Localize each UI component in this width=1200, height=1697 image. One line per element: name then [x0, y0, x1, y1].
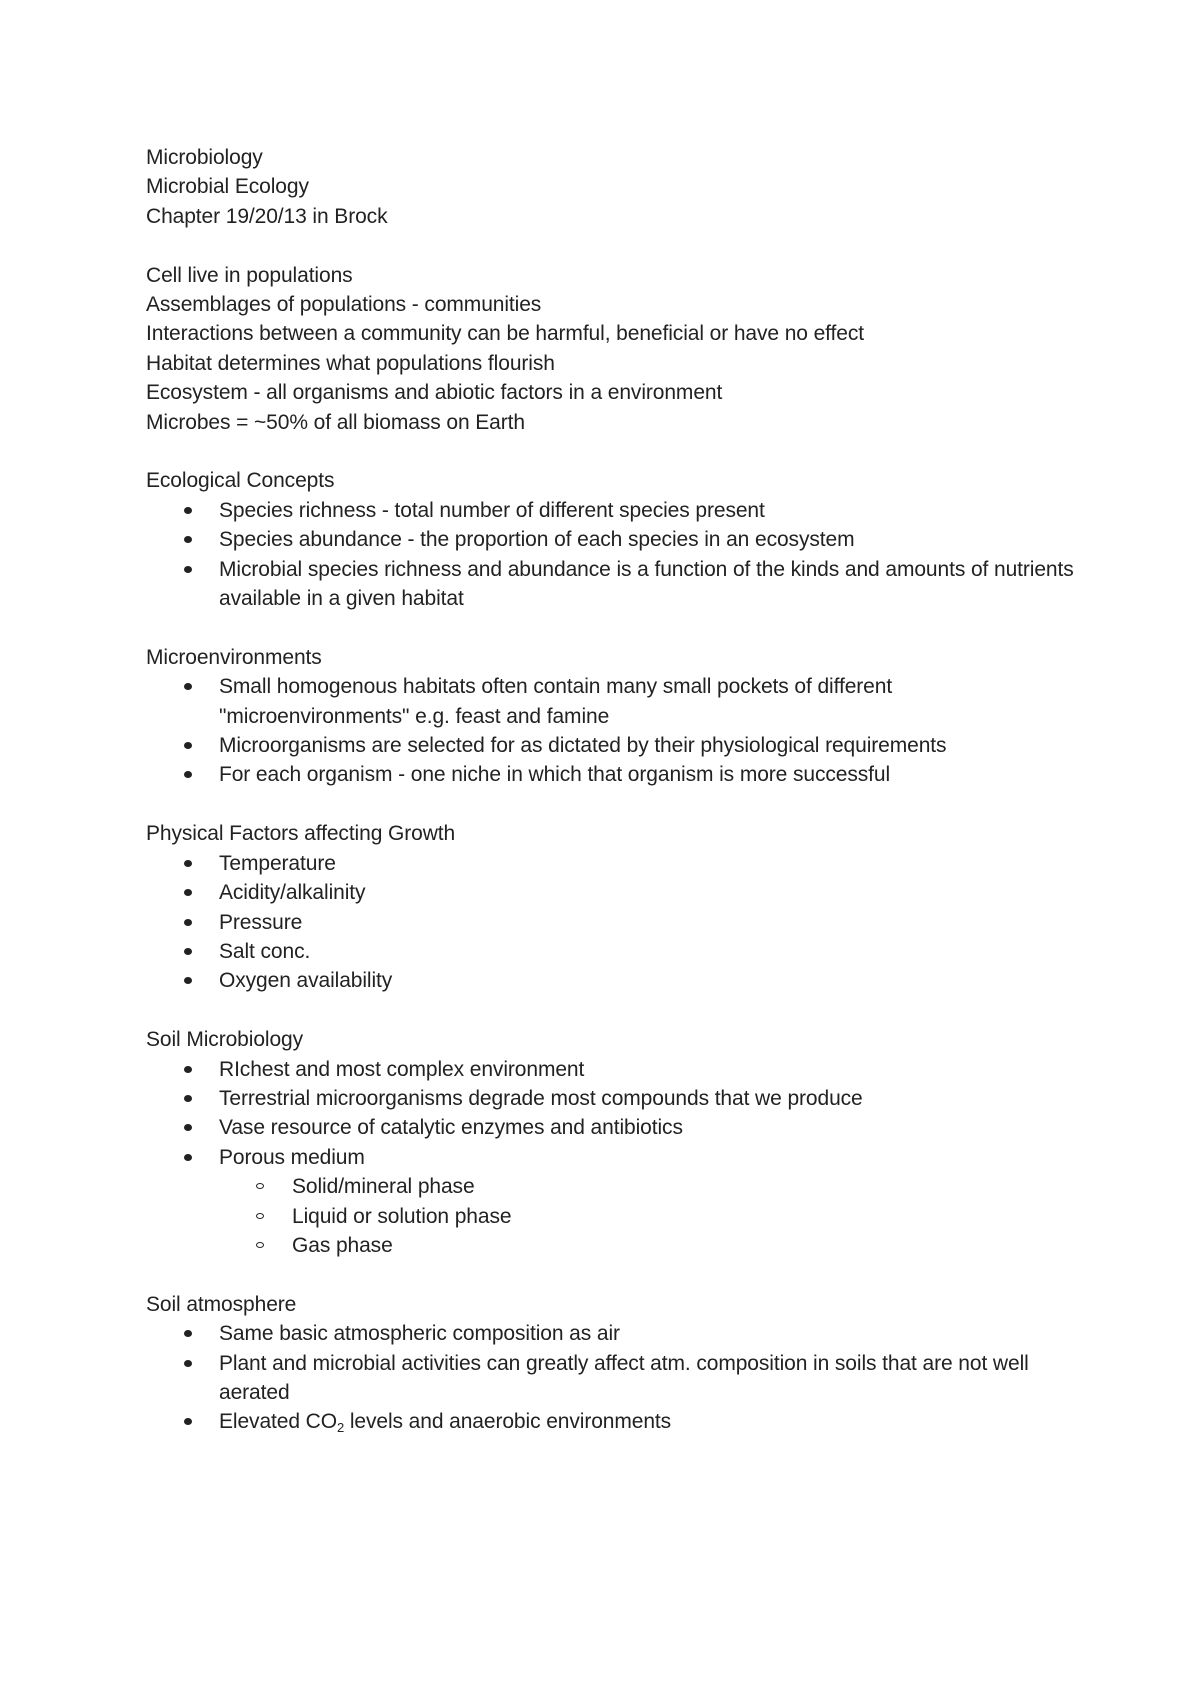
- co2-suffix: levels and anaerobic environments: [344, 1410, 672, 1434]
- topic-title: Microbial Ecology: [146, 175, 309, 199]
- intro-line: Ecosystem - all organisms and abiotic factors in a environment: [146, 381, 723, 405]
- sub-list-item: Solid/mineral phase: [146, 1172, 1080, 1201]
- list-item: Porous medium: [146, 1143, 1080, 1172]
- list-item: Small homogenous habitats often contain many small pockets of different "microenvironments" e.g. feast and famine: [146, 672, 1080, 731]
- sub-list-item: Gas phase: [146, 1231, 1080, 1260]
- ecological-concepts-section: [146, 466, 1080, 613]
- microenvironments-section: [146, 643, 1080, 790]
- spacer: [146, 231, 1080, 260]
- list-item: Species richness - total number of different species present: [146, 496, 1080, 525]
- sub-list-item: Liquid or solution phase: [146, 1202, 1080, 1231]
- intro-line: Microbes = ~50% of all biomass on Earth: [146, 410, 525, 434]
- bullet-list: [146, 849, 1080, 996]
- spacer: [146, 790, 1080, 819]
- bullet-list: [146, 1055, 1080, 1261]
- soil-atmosphere-section: [146, 1290, 1080, 1437]
- section-heading: Soil atmosphere: [146, 1292, 297, 1316]
- intro-line: Cell live in populations: [146, 263, 353, 287]
- list-item: Acidity/alkalinity: [146, 878, 1080, 907]
- list-item: Same basic atmospheric composition as air: [146, 1319, 1080, 1348]
- list-item: [146, 1407, 1080, 1436]
- list-item: Plant and microbial activities can greatly affect atm. composition in soils that are not well aerated: [146, 1349, 1080, 1408]
- course-title: Microbiology: [146, 146, 263, 169]
- physical-factors-section: [146, 819, 1080, 995]
- list-item: For each organism - one niche in which that organism is more successful: [146, 760, 1080, 789]
- list-item: Species abundance - the proportion of each species in an ecosystem: [146, 525, 1080, 554]
- list-item: Microorganisms are selected for as dictated by their physiological requirements: [146, 731, 1080, 760]
- co2-subscript: 2: [336, 1420, 345, 1436]
- chapter-reference: Chapter 19/20/13 in Brock: [146, 204, 388, 228]
- list-item: RIchest and most complex environment: [146, 1055, 1080, 1084]
- list-item: Temperature: [146, 849, 1080, 878]
- list-item: Vase resource of catalytic enzymes and antibiotics: [146, 1113, 1080, 1142]
- list-item: Salt conc.: [146, 937, 1080, 966]
- intro-line: Assemblages of populations - communities: [146, 293, 542, 317]
- bullet-list: [146, 496, 1080, 614]
- intro-line: Habitat determines what populations flourish: [146, 351, 555, 375]
- spacer: [146, 1260, 1080, 1289]
- list-item: Pressure: [146, 908, 1080, 937]
- spacer: [146, 437, 1080, 466]
- section-heading: Microenvironments: [146, 645, 322, 669]
- section-heading: Ecological Concepts: [146, 469, 335, 493]
- list-item: Terrestrial microorganisms degrade most compounds that we produce: [146, 1084, 1080, 1113]
- list-item: Microbial species richness and abundance is a function of the kinds and amounts of nutrients available in a given habitat: [146, 555, 1080, 614]
- section-heading: Physical Factors affecting Growth: [146, 822, 456, 846]
- intro-section: [146, 261, 1080, 437]
- spacer: [146, 996, 1080, 1025]
- intro-line: Interactions between a community can be harmful, beneficial or have no effect: [146, 322, 864, 346]
- list-item: Oxygen availability: [146, 966, 1080, 995]
- spacer: [146, 613, 1080, 642]
- co2-prefix: Elevated CO: [219, 1410, 337, 1434]
- document-header: [146, 143, 1080, 231]
- soil-microbiology-section: [146, 1025, 1080, 1260]
- bullet-list: [146, 1319, 1080, 1437]
- bullet-list: [146, 672, 1080, 790]
- section-heading: Soil Microbiology: [146, 1028, 304, 1052]
